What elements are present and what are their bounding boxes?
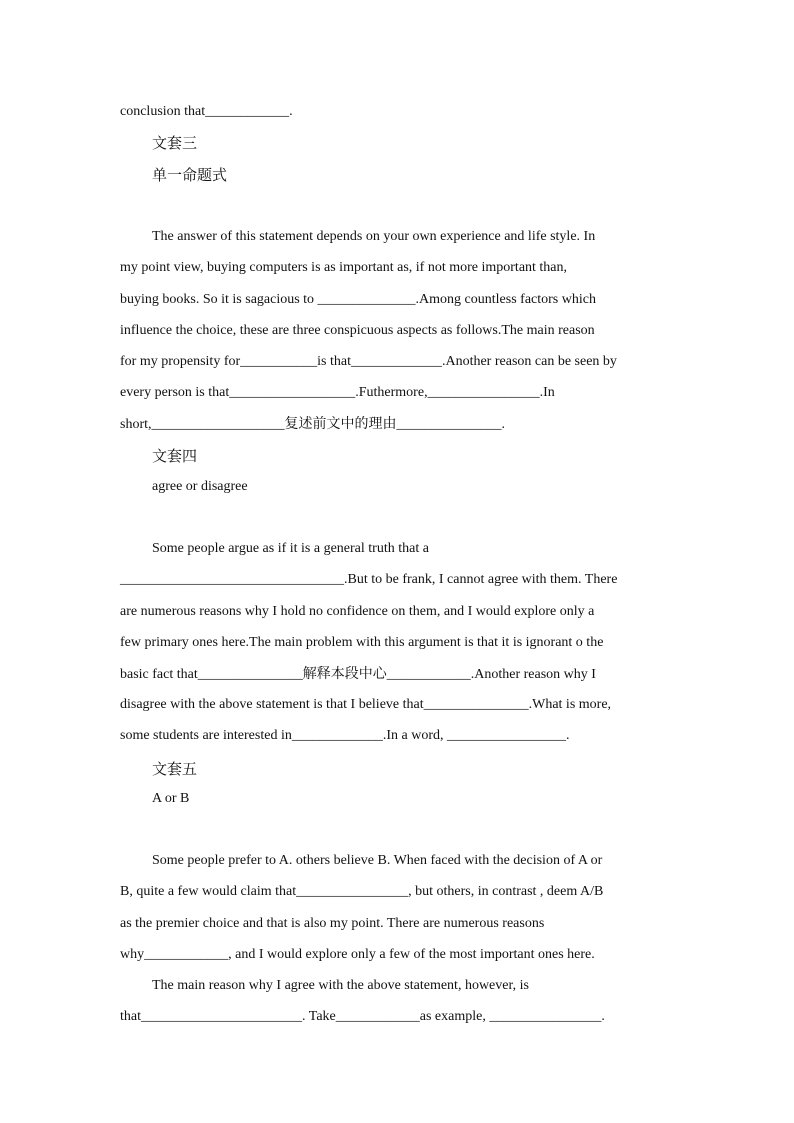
text-line: The main reason why I agree with the above statement, however, is	[152, 978, 529, 993]
text-line: buying books. So it is sagacious to ______________.Among countless factors which	[120, 292, 596, 307]
text-line: Some people argue as if it is a general truth that a	[152, 541, 429, 556]
chinese-note: 复述前文中的理由	[284, 416, 397, 432]
text-line: why____________, and I would explore only a few of the most important ones here.	[120, 947, 595, 962]
text-fragment: _______________.	[396, 417, 505, 432]
text-line: every person is that__________________.Futhermore,________________.In	[120, 385, 555, 400]
text-line: influence the choice, these are three conspicuous aspects as follows.The main reason	[120, 323, 595, 338]
section-heading-3: 文套三	[152, 134, 198, 152]
text-line: disagree with the above statement is that I believe that_______________.What is more,	[120, 697, 612, 712]
chinese-note: 解释本段中心	[302, 666, 387, 682]
text-line: for my propensity for___________is that_____________.Another reason can be seen by	[120, 354, 617, 369]
text-line: The answer of this statement depends on your own experience and life style. In	[152, 229, 596, 244]
text-fragment: ____________.Another reason why I	[386, 667, 596, 682]
section-subheading-3: 单一命题式	[152, 166, 228, 184]
text-line: as the premier choice and that is also my point. There are numerous reasons	[120, 916, 545, 931]
text-line	[120, 664, 672, 685]
section-heading-5: 文套五	[152, 760, 198, 778]
text-line: my point view, buying computers is as important as, if not more important than,	[120, 260, 568, 275]
section-subheading-4: agree or disagree	[152, 479, 248, 494]
text-line: some students are interested in_____________.In a word, _________________.	[120, 728, 570, 743]
text-line: that_______________________. Take____________as example, ________________.	[120, 1009, 605, 1024]
text-line: are numerous reasons why I hold no confidence on them, and I would explore only a	[120, 604, 595, 619]
text-line: few primary ones here.The main problem with this argument is that it is ignorant o the	[120, 635, 604, 650]
text-fragment: basic fact that_______________	[120, 667, 303, 682]
text-fragment: short,___________________	[120, 417, 285, 432]
text-line: ________________________________.But to be frank, I cannot agree with them. There	[120, 572, 618, 587]
text-line: conclusion that____________.	[120, 104, 293, 119]
text-line	[120, 414, 672, 435]
text-line: B, quite a few would claim that________________, but others, in contrast , deem A/B	[120, 884, 604, 899]
section-subheading-5: A or B	[152, 791, 190, 806]
text-line: Some people prefer to A. others believe B. When faced with the decision of A or	[152, 853, 603, 868]
section-heading-4: 文套四	[152, 447, 198, 465]
